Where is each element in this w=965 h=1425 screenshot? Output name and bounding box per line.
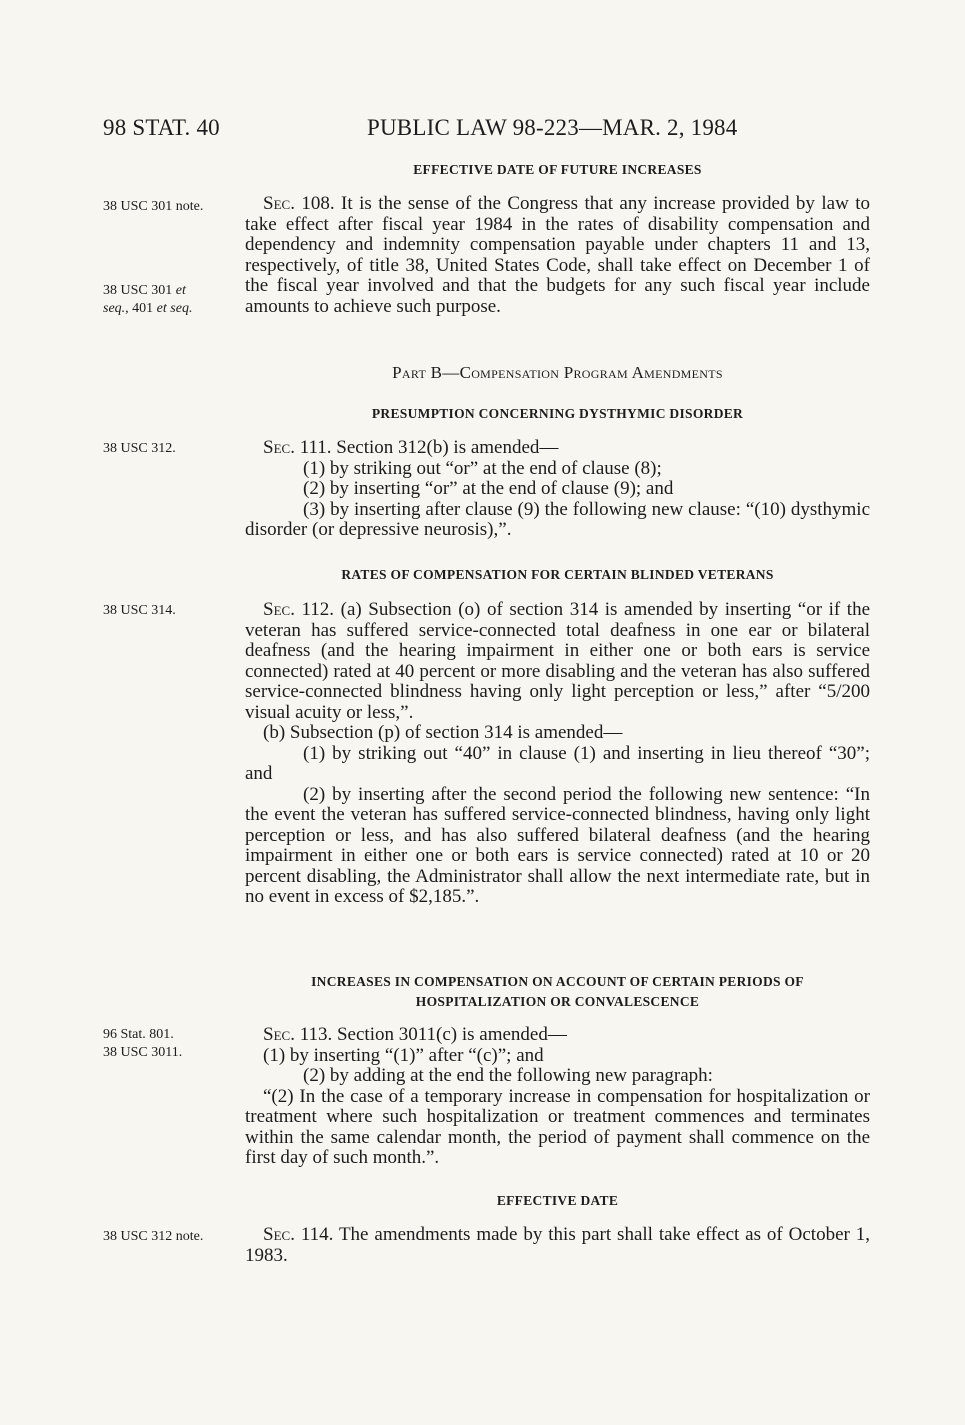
stat-page-number: 98 STAT. 40 (103, 115, 220, 140)
section-108: Sec. 108. It is the sense of the Congress that any increase provided by law to take effect after fiscal year 1984 in the rates of disability compensation and dependency and indemnity compensation payable under chapters 11 and 13, respectively, of title 38, United States Code, shall take effect on December 1 of the fiscal year involved and that the budgets for any such fiscal year include amounts to achieve such purpose. (245, 193, 870, 317)
margin-note-38usc312: 38 USC 312. (103, 441, 176, 456)
margin-note-38usc301-et-seq: 38 USC 301 et seq., 401 et seq. (103, 283, 193, 316)
heading-effective-date-future-increases: EFFECTIVE DATE OF FUTURE INCREASES (413, 162, 702, 177)
margin-note-96stat801-38usc3011: 96 Stat. 801. 38 USC 3011. (103, 1027, 183, 1060)
heading-effective-date: EFFECTIVE DATE (496, 1193, 619, 1208)
section-111: Sec. 111. Section 312(b) is amended— (1) by striking out “or” at the end of clause (8); (2) by inserting “or” at the end of clause (9); and (3) by inserting after clause (9) the following new clause: “(10) dysthymic disorder (or depressive neurosis),”. (245, 437, 870, 540)
heading-blinded-veterans: RATES OF COMPENSATION FOR CERTAIN BLINDED VETERANS (341, 567, 774, 582)
part-b-heading: Part B—Compensation Program Amendments (392, 363, 723, 382)
margin-note-38usc301-note: 38 USC 301 note. (103, 199, 204, 214)
section-113: Sec. 113. Section 3011(c) is amended— (1) by inserting “(1)” after “(c)”; and (2) by adding at the end the following new paragraph: “(2) In the case of a temporary increase in compensation for hospitalization or treatment where such hospitalization or treatment commences and terminates within the same calendar month, the period of payment shall commence on the first day of such month.”. (245, 1024, 870, 1168)
heading-hospitalization-convalescence: INCREASES IN COMPENSATION ON ACCOUNT OF CERTAIN PERIODS OF HOSPITALIZATION OR CONVALESCENCE (311, 974, 804, 1009)
margin-note-38usc312-note: 38 USC 312 note. (103, 1229, 204, 1244)
heading-dysthymic-disorder: PRESUMPTION CONCERNING DYSTHYMIC DISORDER (371, 406, 744, 421)
section-114: Sec. 114. The amendments made by this part shall take effect as of October 1, 1983. (245, 1224, 870, 1266)
section-112: Sec. 112. (a) Subsection (o) of section 314 is amended by inserting “or if the veteran has suffered service-connected total deafness in one ear or bilateral deafness (and the hearing impairment in either one or both ears is service connected) rated at 40 percent or more disabling and the veteran has also suffered service-connected blindness having only light perception or less,” after “5/200 visual acuity or less,”. (b) Subsection (p) of section 314 is amended— (1) by striking out “40” in clause (1) and inserting in lieu thereof “30”; and (2) by inserting after the second period the following new sentence: “In the event the veteran has suffered service-connected blindness, having only light perception or less, and has also suffered bilateral deafness (and the hearing impairment in either one or both ears is service connected) rated at 10 or 20 percent disabling, the Administrator shall allow the next intermediate rate, but in no event in excess of $2,185.”. (245, 599, 870, 907)
margin-note-38usc314: 38 USC 314. (103, 603, 176, 618)
page-title: PUBLIC LAW 98-223—MAR. 2, 1984 (367, 115, 738, 140)
